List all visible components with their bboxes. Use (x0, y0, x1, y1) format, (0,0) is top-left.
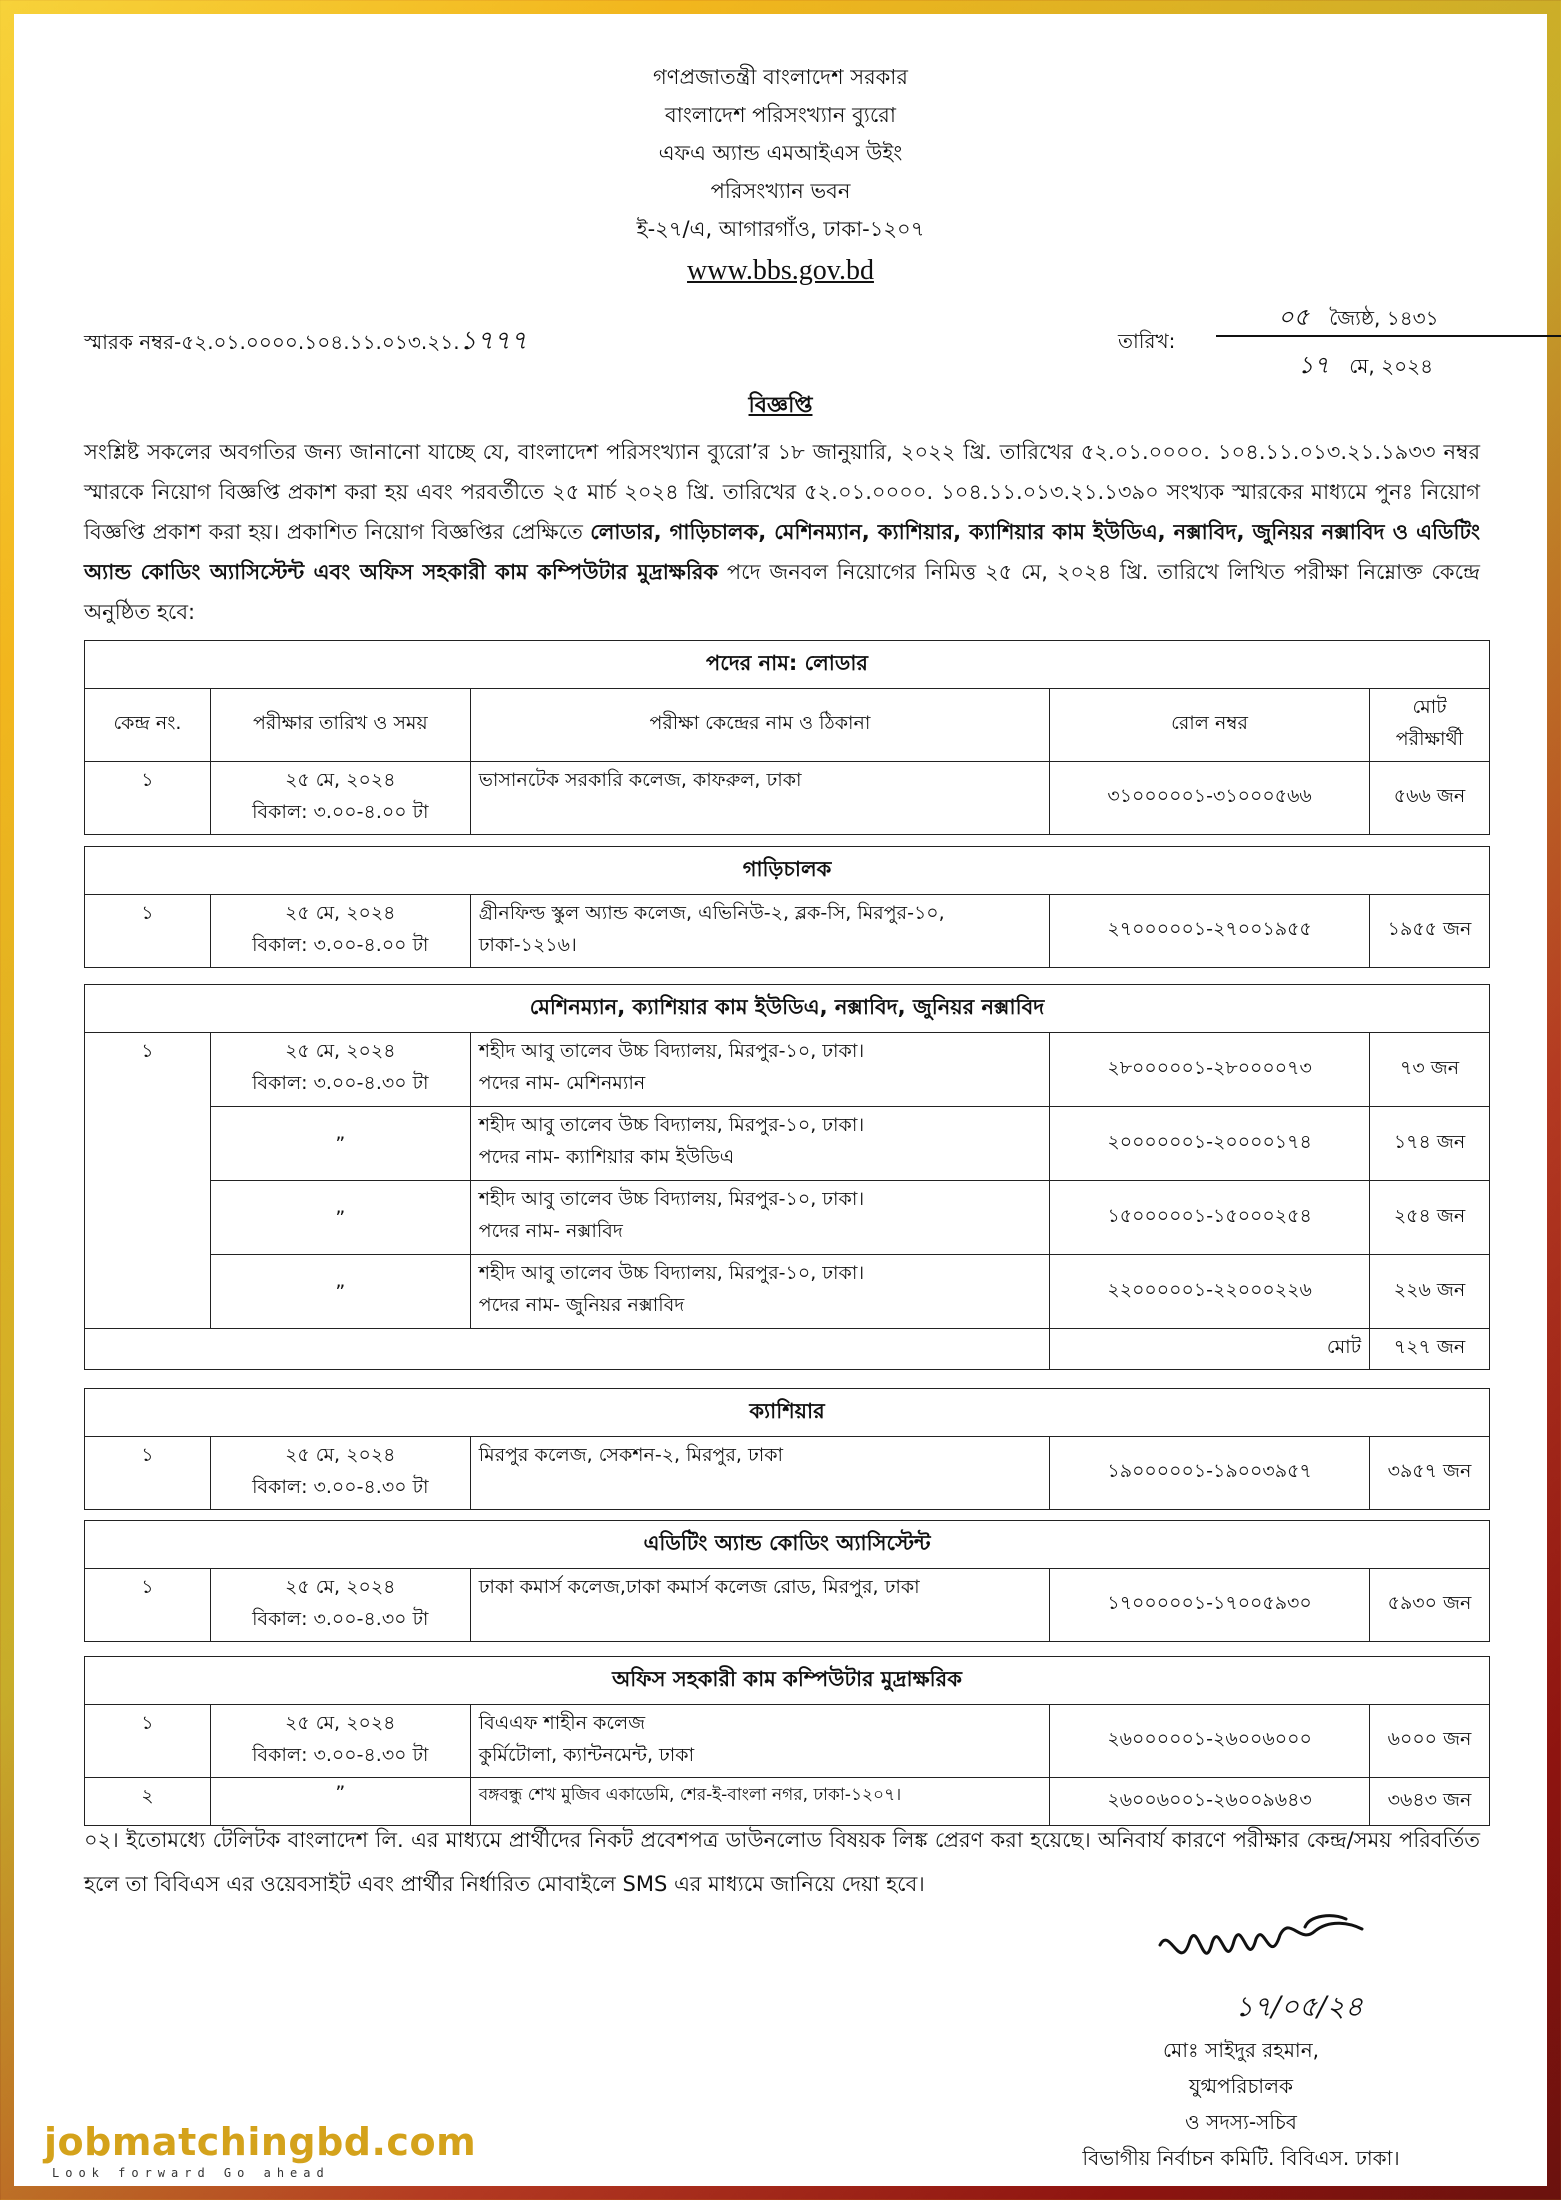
address: ই-২৭/এ, আগারগাঁও, ঢাকা-১২০৭ (636, 217, 925, 241)
editing-coding-table (84, 1520, 1490, 1642)
roll-range: ২৬০০০০০১-২৬০০৬০০০ (1050, 1705, 1370, 1778)
intro-paragraph (84, 432, 1480, 632)
post-name: পদের নাম- জুনিয়র নক্সাবিদ (478, 1294, 685, 1316)
memo-handwritten-number: ১৭৭৭ (459, 326, 528, 356)
exam-date: ” (210, 1107, 470, 1181)
bangla-month-year: জ্যৈষ্ঠ, ১৪৩১ (1329, 306, 1439, 330)
building-name: পরিসংখ্যান ভবন (710, 179, 851, 203)
roll-range: ২৭০০০০০১-২৭০০১৯৫৫ (1050, 895, 1370, 968)
venue (470, 1181, 1049, 1255)
table-row (85, 762, 1490, 835)
venue-name: শহীদ আবু তালেব উচ্চ বিদ্যালয়, মিরপুর-১০, ঢাকা। (478, 1262, 865, 1284)
table-title: মেশিনম্যান, ক্যাশিয়ার কাম ইউডিএ, নক্সাবিদ, জুনিয়র নক্সাবিদ (85, 985, 1490, 1033)
center-no: ১ (85, 762, 211, 835)
table-row (85, 1437, 1490, 1510)
closing-paragraph: ০২। ইতোমধ্যে টেলিটক বাংলাদেশ লি. এর মাধ্যমে প্রার্থীদের নিকট প্রবেশপত্র ডাউনলোড বিষয়ক লিঙ্ক প্রেরণ করা হয়েছে। অনিবার্য কারণে পরীক্ষার কেন্দ্র/সময় পরিবর্তিত হলে তা বিবিএস এর ওয়েবসাইট এবং প্রার্থীর নির্ধারিত মোবাইলে SMS এর মাধ্যমে জানিয়ে দেয়া হবে। (84, 1828, 1480, 1896)
candidate-count: ২২৬ জন (1370, 1255, 1490, 1329)
venue (470, 1033, 1049, 1107)
candidate-count: ২৫৪ জন (1370, 1181, 1490, 1255)
center-no: ১ (85, 1569, 211, 1642)
header-date-time: পরীক্ষার তারিখ ও সময় (210, 689, 470, 762)
table-row (85, 1255, 1490, 1329)
table-title: পদের নাম: লোডার (85, 641, 1490, 689)
candidate-count: ৬০০০ জন (1370, 1705, 1490, 1778)
exam-datetime (210, 762, 470, 835)
roll-range: ২৮০০০০০১-২৮০০০০৭৩ (1050, 1033, 1370, 1107)
post-name: পদের নাম- নক্সাবিদ (478, 1220, 623, 1242)
officer-title: যুগ্মপরিচালক (1189, 2074, 1293, 2098)
header-total: মোট পরীক্ষার্থী (1370, 689, 1490, 762)
exam-datetime (210, 1569, 470, 1642)
venue: বঙ্গবন্ধু শেখ মুজিব একাডেমি, শের-ই-বাংলা নগর, ঢাকা-১২০৭। (470, 1778, 1049, 1826)
roll-range: ২২০০০০০১-২২০০০২২৬ (1050, 1255, 1370, 1329)
table-row (85, 1569, 1490, 1642)
header-venue: পরীক্ষা কেন্দ্রের নাম ও ঠিকানা (470, 689, 1049, 762)
candidate-count: ৩৯৫৭ জন (1370, 1437, 1490, 1510)
officer-name: মোঃ সাইদুর রহমান, (1162, 2038, 1320, 2062)
intro-text-2: পদে জনবল নিয়োগের নিমিত্ত ২৫ মে, ২০২৪ খ্রি. তারিখে লিখিত পরীক্ষা নিম্নোক্ত কেন্দ্রে অনুষ্ঠিত হবে: (84, 560, 1480, 624)
roll-range: ১৫০০০০০১-১৫০০০২৫৪ (1050, 1181, 1370, 1255)
candidate-count: ৫৬৬ জন (1370, 762, 1490, 835)
signing-officer (1021, 2032, 1461, 2176)
memo-number (84, 320, 527, 364)
exam-date: ” (210, 1778, 470, 1826)
venue (470, 1107, 1049, 1181)
exam-date: ২৫ মে, ২০২৪ (285, 1444, 396, 1466)
bangla-day: ০৫ (1278, 303, 1310, 331)
exam-time: বিকাল: ৩.০০-৪.৩০ টা (252, 1072, 429, 1094)
venue-name: শহীদ আবু তালেব উচ্চ বিদ্যালয়, মিরপুর-১০, ঢাকা। (478, 1188, 865, 1210)
candidate-count: ৫৯৩০ জন (1370, 1569, 1490, 1642)
memo-prefix: স্মারক নম্বর-৫২.০১.০০০০.১০৪.১১.০১৩.২১. (84, 330, 460, 354)
header-center-no: কেন্দ্র নং. (85, 689, 211, 762)
exam-datetime (210, 1705, 470, 1778)
roll-range: ২০০০০০০১-২০০০০১৭৪ (1050, 1107, 1370, 1181)
exam-datetime (210, 895, 470, 968)
english-month-year: মে, ২০২৪ (1349, 354, 1434, 378)
total-count: ৭২৭ জন (1370, 1329, 1490, 1370)
wing-name: এফএ অ্যান্ড এমআইএস উইং (658, 141, 903, 165)
table-title: গাড়িচালক (85, 847, 1490, 895)
roll-range: ২৬০০৬০০১-২৬০০৯৬৪৩ (1050, 1778, 1370, 1826)
exam-date: ২৫ মে, ২০২৪ (285, 902, 396, 924)
intro-text-1: সংশ্লিষ্ট সকলের অবগতির জন্য জানানো যাচ্ছে যে, বাংলাদেশ পরিসংখ্যান ব্যুরো’র ১৮ জানুয়ারি, ২০২২ খ্রি. তারিখের ৫২.০১.০০০০. ১০৪.১১.০১৩.২১.১৯৩৩ নম্বর স্মারকে নিয়োগ বিজ্ঞপ্তি প্রকাশ করা হয় এবং পরবর্তীতে ২৫ মার্চ ২০২৪ খ্রি. তারিখের ৫২.০১.০০০০. ১০৪.১১.০১৩.২১.১৩৯০ সংখ্যক স্মারকের মাধ্যমে পুনঃ নিয়োগ বিজ্ঞপ্তি প্রকাশ করা হয়। প্রকাশিত নিয়োগ বিজ্ঞপ্তির প্রেক্ষিতে (84, 440, 1480, 544)
machineman-table (84, 984, 1490, 1370)
header-roll: রোল নম্বর (1050, 689, 1370, 762)
driver-table (84, 846, 1490, 968)
website-link[interactable]: www.bbs.gov.bd (687, 255, 874, 286)
roll-range: ১৭০০০০০১-১৭০০৫৯৩০ (1050, 1569, 1370, 1642)
table-title: ক্যাশিয়ার (85, 1389, 1490, 1437)
table-title: এডিটিং অ্যান্ড কোডিং অ্যাসিস্টেন্ট (85, 1521, 1490, 1569)
letterhead (0, 58, 1561, 290)
exam-datetime (210, 1033, 470, 1107)
exam-date: ২৫ মে, ২০২৪ (285, 769, 396, 791)
office-assistant-table (84, 1656, 1490, 1826)
roll-range: ১৯০০০০০১-১৯০০৩৯৫৭ (1050, 1437, 1370, 1510)
exam-time: বিকাল: ৩.০০-৪.৩০ টা (252, 1476, 429, 1498)
cashier-table (84, 1388, 1490, 1510)
venue-name: শহীদ আবু তালেব উচ্চ বিদ্যালয়, মিরপুর-১০, ঢাকা। (478, 1114, 865, 1136)
candidate-count: ৩৬৪৩ জন (1370, 1778, 1490, 1826)
center-no: ২ (85, 1778, 211, 1826)
center-no: ১ (85, 1705, 211, 1778)
center-no: ১ (85, 1033, 211, 1329)
table-row (85, 1033, 1490, 1107)
table-row (85, 1107, 1490, 1181)
candidate-count: ৭৩ জন (1370, 1033, 1490, 1107)
exam-date: ” (210, 1255, 470, 1329)
venue-name: শহীদ আবু তালেব উচ্চ বিদ্যালয়, মিরপুর-১০, ঢাকা। (478, 1040, 865, 1062)
roll-range: ৩১০০০০০১-৩১০০০৫৬৬ (1050, 762, 1370, 835)
venue-address: কুর্মিটোলা, ক্যান্টনমেন্ট, ঢাকা (478, 1744, 695, 1766)
date-divider (1216, 335, 1561, 337)
venue (470, 1705, 1049, 1778)
exam-time: বিকাল: ৩.০০-৪.৩০ টা (252, 1744, 429, 1766)
loader-table (84, 640, 1490, 835)
table-row (85, 895, 1490, 968)
govt-name: গণপ্রজাতন্ত্রী বাংলাদেশ সরকার (653, 65, 908, 89)
bangla-date (1278, 299, 1561, 339)
table-title: অফিস সহকারী কাম কম্পিউটার মুদ্রাক্ষরিক (85, 1657, 1490, 1705)
watermark-tagline: Look forward Go ahead (52, 2166, 330, 2180)
exam-date: ” (210, 1181, 470, 1255)
watermark-logo: jobmatchingbd.com (44, 2120, 477, 2164)
intro-posts-bold: লোডার, গাড়িচালক, মেশিনম্যান, ক্যাশিয়ার, ক্যাশিয়ার কাম ইউডিএ, নক্সাবিদ, জুনিয়র নক্সাবিদ ও এডিটিং অ্যান্ড কোডিং অ্যাসিস্টেন্ট এবং অফিস সহকারী কাম কম্পিউটার মুদ্রাক্ষরিক (84, 520, 1481, 584)
venue-name: বিএএফ শাহীন কলেজ (478, 1712, 646, 1734)
english-date (1298, 347, 1561, 387)
committee-name: বিভাগীয় নির্বাচন কমিটি. বিবিএস. ঢাকা। (1082, 2146, 1400, 2170)
exam-date: ২৫ মে, ২০২৪ (285, 1576, 396, 1598)
post-name: পদের নাম- ক্যাশিয়ার কাম ইউডিএ (478, 1146, 735, 1168)
bureau-name: বাংলাদেশ পরিসংখ্যান ব্যুরো (665, 103, 896, 127)
exam-time: বিকাল: ৩.০০-৪.০০ টা (252, 934, 429, 956)
venue (470, 1255, 1049, 1329)
total-label: মোট (1050, 1329, 1370, 1370)
candidate-count: ১৯৫৫ জন (1370, 895, 1490, 968)
exam-time: বিকাল: ৩.০০-৪.৩০ টা (252, 1608, 429, 1630)
candidate-count: ১৭৪ জন (1370, 1107, 1490, 1181)
center-no: ১ (85, 895, 211, 968)
table-row (85, 1181, 1490, 1255)
date-label: তারিখ: (1118, 329, 1176, 353)
exam-time: বিকাল: ৩.০০-৪.০০ টা (252, 801, 429, 823)
venue: গ্রীনফিল্ড স্কুল অ্যান্ড কলেজ, এভিনিউ-২, ব্লক-সি, মিরপুর-১০, ঢাকা-১২১৬। (470, 895, 1049, 968)
post-name: পদের নাম- মেশিনম্যান (478, 1072, 646, 1094)
total-row (85, 1329, 1490, 1370)
exam-date: ২৫ মে, ২০২৪ (285, 1040, 396, 1062)
exam-date: ২৫ মে, ২০২৪ (285, 1712, 396, 1734)
exam-datetime (210, 1437, 470, 1510)
signature-date: ১৭/০৫/২৪ (1235, 1990, 1363, 2023)
venue: ঢাকা কমার্স কলেজ,ঢাকা কমার্স কলেজ রোড, মিরপুর, ঢাকা (470, 1569, 1049, 1642)
venue: ভাসানটেক সরকারি কলেজ, কাফরুল, ঢাকা (470, 762, 1049, 835)
notice-title: বিজ্ঞপ্তি (748, 393, 813, 418)
table-row (85, 1705, 1490, 1778)
venue: মিরপুর কলেজ, সেকশন-২, মিরপুর, ঢাকা (470, 1437, 1049, 1510)
officer-role: ও সদস্য-সচিব (1185, 2110, 1297, 2134)
english-day: ১৭ (1298, 351, 1330, 379)
center-no: ১ (85, 1437, 211, 1510)
